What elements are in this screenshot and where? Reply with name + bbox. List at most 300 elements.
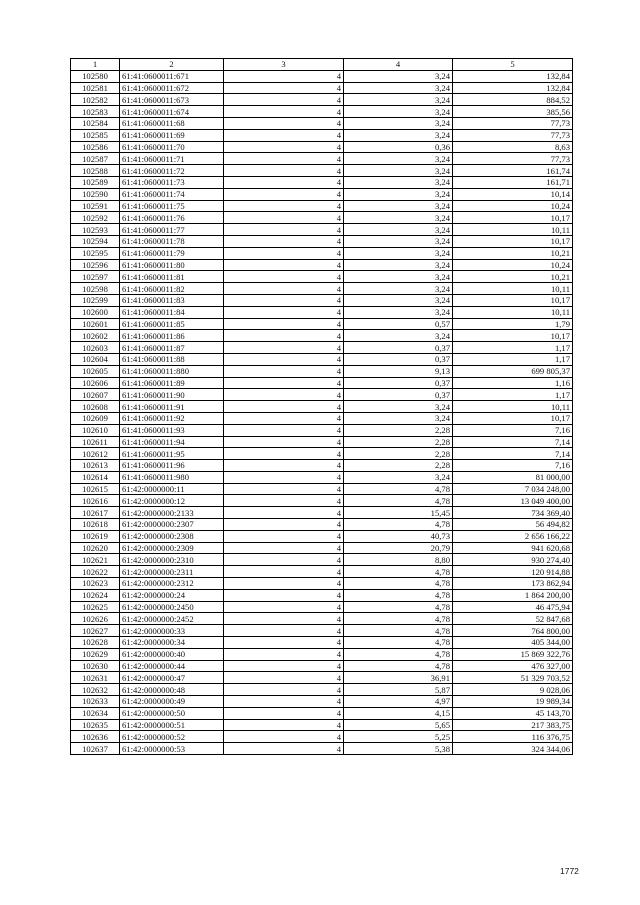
row-number-cell: 102633	[71, 696, 120, 708]
rate-value-cell: 2,28	[344, 436, 453, 448]
amount-value-cell: 132,84	[453, 70, 573, 82]
amount-value-cell: 1 864 200,00	[453, 589, 573, 601]
category-code-cell: 4	[224, 672, 344, 684]
table-row	[71, 684, 573, 696]
category-code-cell: 4	[224, 389, 344, 401]
rate-value-cell: 4,78	[344, 637, 453, 649]
category-code-cell: 4	[224, 460, 344, 472]
row-number-cell: 102620	[71, 542, 120, 554]
rate-value-cell: 3,24	[344, 188, 453, 200]
category-code-cell: 4	[224, 707, 344, 719]
rate-value-cell: 8,80	[344, 554, 453, 566]
cadastral-number-cell: 61:42:0000000:24	[120, 589, 224, 601]
cadastral-number-cell: 61:41:0600011:79	[120, 247, 224, 259]
category-code-cell: 4	[224, 259, 344, 271]
table-row	[71, 200, 573, 212]
rate-value-cell: 3,24	[344, 70, 453, 82]
category-code-cell: 4	[224, 224, 344, 236]
category-code-cell: 4	[224, 530, 344, 542]
cadastral-number-cell: 61:41:0600011:92	[120, 412, 224, 424]
amount-value-cell: 51 329 703,52	[453, 672, 573, 684]
amount-value-cell: 132,84	[453, 82, 573, 94]
table-row	[71, 271, 573, 283]
row-number-cell: 102601	[71, 318, 120, 330]
rate-value-cell: 4,78	[344, 519, 453, 531]
category-code-cell: 4	[224, 82, 344, 94]
table-row	[71, 212, 573, 224]
cadastral-number-cell: 61:41:0600011:73	[120, 176, 224, 188]
category-code-cell: 4	[224, 436, 344, 448]
rate-value-cell: 5,25	[344, 731, 453, 743]
amount-value-cell: 9 028,06	[453, 684, 573, 696]
table-row	[71, 70, 573, 82]
table-row	[71, 224, 573, 236]
rate-value-cell: 4,78	[344, 660, 453, 672]
table-row	[71, 696, 573, 708]
table-row	[71, 353, 573, 365]
category-code-cell: 4	[224, 200, 344, 212]
table-row	[71, 401, 573, 413]
amount-value-cell: 77,73	[453, 117, 573, 129]
amount-value-cell: 13 049 400,00	[453, 495, 573, 507]
table-row	[71, 294, 573, 306]
row-number-cell: 102625	[71, 601, 120, 613]
table-row	[71, 637, 573, 649]
cadastral-number-cell: 61:41:0600011:76	[120, 212, 224, 224]
table-row	[71, 448, 573, 460]
cadastral-number-cell: 61:41:0600011:83	[120, 294, 224, 306]
category-code-cell: 4	[224, 377, 344, 389]
rate-value-cell: 2,28	[344, 460, 453, 472]
cadastral-number-cell: 61:41:0600011:80	[120, 259, 224, 271]
table-row	[71, 625, 573, 637]
cadastral-number-cell: 61:41:0600011:671	[120, 70, 224, 82]
rate-value-cell: 3,24	[344, 259, 453, 271]
category-code-cell: 4	[224, 648, 344, 660]
table-row	[71, 483, 573, 495]
category-code-cell: 4	[224, 424, 344, 436]
category-code-cell: 4	[224, 566, 344, 578]
table-row	[71, 530, 573, 542]
cadastral-number-cell: 61:42:0000000:2307	[120, 519, 224, 531]
rate-value-cell: 3,24	[344, 271, 453, 283]
amount-value-cell: 884,52	[453, 94, 573, 106]
row-number-cell: 102615	[71, 483, 120, 495]
table-row	[71, 259, 573, 271]
amount-value-cell: 324 344,06	[453, 743, 573, 755]
rate-value-cell: 20,79	[344, 542, 453, 554]
rate-value-cell: 9,13	[344, 365, 453, 377]
amount-value-cell: 1,17	[453, 342, 573, 354]
category-code-cell: 4	[224, 613, 344, 625]
cadastral-number-cell: 61:42:0000000:48	[120, 684, 224, 696]
category-code-cell: 4	[224, 589, 344, 601]
cadastral-number-cell: 61:41:0600011:89	[120, 377, 224, 389]
page-number: 1772	[560, 866, 579, 876]
row-number-cell: 102609	[71, 412, 120, 424]
column-header-4: 4	[344, 59, 453, 71]
cadastral-number-cell: 61:42:0000000:44	[120, 660, 224, 672]
category-code-cell: 4	[224, 412, 344, 424]
table-row	[71, 306, 573, 318]
category-code-cell: 4	[224, 448, 344, 460]
row-number-cell: 102635	[71, 719, 120, 731]
category-code-cell: 4	[224, 519, 344, 531]
table-row	[71, 165, 573, 177]
cadastral-number-cell: 61:42:0000000:51	[120, 719, 224, 731]
table-row	[71, 672, 573, 684]
cadastral-number-cell: 61:41:0600011:95	[120, 448, 224, 460]
table-row	[71, 365, 573, 377]
row-number-cell: 102636	[71, 731, 120, 743]
row-number-cell: 102581	[71, 82, 120, 94]
rate-value-cell: 3,24	[344, 283, 453, 295]
amount-value-cell: 10,17	[453, 212, 573, 224]
category-code-cell: 4	[224, 117, 344, 129]
table-row	[71, 589, 573, 601]
cadastral-number-cell: 61:42:0000000:50	[120, 707, 224, 719]
amount-value-cell: 10,21	[453, 271, 573, 283]
amount-value-cell: 7,14	[453, 436, 573, 448]
row-number-cell: 102585	[71, 129, 120, 141]
rate-value-cell: 15,45	[344, 507, 453, 519]
amount-value-cell: 10,11	[453, 306, 573, 318]
cadastral-number-cell: 61:41:0600011:87	[120, 342, 224, 354]
amount-value-cell: 161,74	[453, 165, 573, 177]
category-code-cell: 4	[224, 70, 344, 82]
table-row	[71, 377, 573, 389]
table-row	[71, 660, 573, 672]
table-body	[71, 70, 573, 754]
row-number-cell: 102612	[71, 448, 120, 460]
row-number-cell: 102588	[71, 165, 120, 177]
amount-value-cell: 10,11	[453, 224, 573, 236]
cadastral-number-cell: 61:42:0000000:2452	[120, 613, 224, 625]
row-number-cell: 102632	[71, 684, 120, 696]
amount-value-cell: 77,73	[453, 153, 573, 165]
row-number-cell: 102596	[71, 259, 120, 271]
row-number-cell: 102608	[71, 401, 120, 413]
row-number-cell: 102616	[71, 495, 120, 507]
cadastral-number-cell: 61:41:0600011:90	[120, 389, 224, 401]
amount-value-cell: 405 344,00	[453, 637, 573, 649]
table-header-row	[71, 59, 573, 71]
rate-value-cell: 4,78	[344, 601, 453, 613]
category-code-cell: 4	[224, 495, 344, 507]
amount-value-cell: 7,16	[453, 424, 573, 436]
amount-value-cell: 10,17	[453, 235, 573, 247]
table-row	[71, 707, 573, 719]
cadastral-number-cell: 61:41:0600011:68	[120, 117, 224, 129]
amount-value-cell: 7,16	[453, 460, 573, 472]
category-code-cell: 4	[224, 94, 344, 106]
table-row	[71, 342, 573, 354]
table-row	[71, 554, 573, 566]
rate-value-cell: 2,28	[344, 448, 453, 460]
category-code-cell: 4	[224, 294, 344, 306]
row-number-cell: 102617	[71, 507, 120, 519]
amount-value-cell: 2 656 166,22	[453, 530, 573, 542]
row-number-cell: 102614	[71, 471, 120, 483]
table-row	[71, 507, 573, 519]
row-number-cell: 102627	[71, 625, 120, 637]
cadastral-number-cell: 61:41:0600011:84	[120, 306, 224, 318]
table-row	[71, 460, 573, 472]
row-number-cell: 102589	[71, 176, 120, 188]
amount-value-cell: 1,79	[453, 318, 573, 330]
rate-value-cell: 4,78	[344, 613, 453, 625]
rate-value-cell: 4,78	[344, 578, 453, 590]
cadastral-number-cell: 61:42:0000000:52	[120, 731, 224, 743]
amount-value-cell: 941 620,68	[453, 542, 573, 554]
category-code-cell: 4	[224, 483, 344, 495]
table-row	[71, 731, 573, 743]
row-number-cell: 102586	[71, 141, 120, 153]
rate-value-cell: 3,24	[344, 330, 453, 342]
category-code-cell: 4	[224, 554, 344, 566]
category-code-cell: 4	[224, 719, 344, 731]
category-code-cell: 4	[224, 106, 344, 118]
cadastral-number-cell: 61:41:0600011:70	[120, 141, 224, 153]
rate-value-cell: 3,24	[344, 106, 453, 118]
row-number-cell: 102624	[71, 589, 120, 601]
amount-value-cell: 161,71	[453, 176, 573, 188]
table-row	[71, 495, 573, 507]
category-code-cell: 4	[224, 318, 344, 330]
rate-value-cell: 3,24	[344, 212, 453, 224]
row-number-cell: 102606	[71, 377, 120, 389]
category-code-cell: 4	[224, 176, 344, 188]
rate-value-cell: 4,78	[344, 648, 453, 660]
table-row	[71, 542, 573, 554]
table-row	[71, 330, 573, 342]
category-code-cell: 4	[224, 141, 344, 153]
table-row	[71, 188, 573, 200]
amount-value-cell: 56 494,82	[453, 519, 573, 531]
row-number-cell: 102593	[71, 224, 120, 236]
category-code-cell: 4	[224, 153, 344, 165]
category-code-cell: 4	[224, 247, 344, 259]
column-header-3: 3	[224, 59, 344, 71]
rate-value-cell: 4,78	[344, 483, 453, 495]
category-code-cell: 4	[224, 471, 344, 483]
rate-value-cell: 3,24	[344, 306, 453, 318]
cadastral-number-cell: 61:42:0000000:49	[120, 696, 224, 708]
table-row	[71, 412, 573, 424]
table-row	[71, 106, 573, 118]
row-number-cell: 102591	[71, 200, 120, 212]
category-code-cell: 4	[224, 660, 344, 672]
rate-value-cell: 3,24	[344, 235, 453, 247]
amount-value-cell: 46 475,94	[453, 601, 573, 613]
row-number-cell: 102587	[71, 153, 120, 165]
category-code-cell: 4	[224, 235, 344, 247]
row-number-cell: 102607	[71, 389, 120, 401]
row-number-cell: 102598	[71, 283, 120, 295]
row-number-cell: 102611	[71, 436, 120, 448]
cadastral-number-cell: 61:42:0000000:53	[120, 743, 224, 755]
rate-value-cell: 36,91	[344, 672, 453, 684]
amount-value-cell: 10,24	[453, 259, 573, 271]
cadastral-number-cell: 61:42:0000000:11	[120, 483, 224, 495]
cadastral-number-cell: 61:42:0000000:33	[120, 625, 224, 637]
table-row	[71, 129, 573, 141]
rate-value-cell: 0,37	[344, 377, 453, 389]
table-row	[71, 389, 573, 401]
table-row	[71, 235, 573, 247]
rate-value-cell: 40,73	[344, 530, 453, 542]
category-code-cell: 4	[224, 330, 344, 342]
table-row	[71, 719, 573, 731]
amount-value-cell: 930 274,40	[453, 554, 573, 566]
cadastral-number-cell: 61:42:0000000:2312	[120, 578, 224, 590]
rate-value-cell: 4,78	[344, 625, 453, 637]
amount-value-cell: 45 143,70	[453, 707, 573, 719]
rate-value-cell: 3,24	[344, 153, 453, 165]
rate-value-cell: 0,57	[344, 318, 453, 330]
row-number-cell: 102623	[71, 578, 120, 590]
cadastral-number-cell: 61:41:0600011:86	[120, 330, 224, 342]
row-number-cell: 102590	[71, 188, 120, 200]
cadastral-number-cell: 61:42:0000000:2308	[120, 530, 224, 542]
category-code-cell: 4	[224, 684, 344, 696]
amount-value-cell: 10,21	[453, 247, 573, 259]
category-code-cell: 4	[224, 165, 344, 177]
rate-value-cell: 5,38	[344, 743, 453, 755]
amount-value-cell: 699 805,37	[453, 365, 573, 377]
cadastral-number-cell: 61:41:0600011:72	[120, 165, 224, 177]
registry-table	[70, 58, 573, 755]
amount-value-cell: 1,17	[453, 389, 573, 401]
rate-value-cell: 3,24	[344, 200, 453, 212]
cadastral-number-cell: 61:41:0600011:674	[120, 106, 224, 118]
amount-value-cell: 10,24	[453, 200, 573, 212]
table-row	[71, 648, 573, 660]
rate-value-cell: 3,24	[344, 401, 453, 413]
cadastral-number-cell: 61:42:0000000:2133	[120, 507, 224, 519]
rate-value-cell: 0,37	[344, 342, 453, 354]
table-row	[71, 318, 573, 330]
category-code-cell: 4	[224, 507, 344, 519]
rate-value-cell: 3,24	[344, 294, 453, 306]
category-code-cell: 4	[224, 283, 344, 295]
rate-value-cell: 3,24	[344, 82, 453, 94]
amount-value-cell: 77,73	[453, 129, 573, 141]
amount-value-cell: 52 847,68	[453, 613, 573, 625]
amount-value-cell: 15 869 322,76	[453, 648, 573, 660]
row-number-cell: 102582	[71, 94, 120, 106]
cadastral-number-cell: 61:41:0600011:74	[120, 188, 224, 200]
row-number-cell: 102597	[71, 271, 120, 283]
amount-value-cell: 1,16	[453, 377, 573, 389]
column-header-2: 2	[120, 59, 224, 71]
row-number-cell: 102584	[71, 117, 120, 129]
cadastral-number-cell: 61:42:0000000:40	[120, 648, 224, 660]
row-number-cell: 102610	[71, 424, 120, 436]
row-number-cell: 102605	[71, 365, 120, 377]
amount-value-cell: 8,63	[453, 141, 573, 153]
row-number-cell: 102637	[71, 743, 120, 755]
amount-value-cell: 1,17	[453, 353, 573, 365]
rate-value-cell: 5,87	[344, 684, 453, 696]
amount-value-cell: 10,17	[453, 412, 573, 424]
table-row	[71, 471, 573, 483]
rate-value-cell: 4,78	[344, 566, 453, 578]
category-code-cell: 4	[224, 353, 344, 365]
row-number-cell: 102628	[71, 637, 120, 649]
rate-value-cell: 5,65	[344, 719, 453, 731]
cadastral-number-cell: 61:42:0000000:2450	[120, 601, 224, 613]
cadastral-number-cell: 61:41:0600011:69	[120, 129, 224, 141]
rate-value-cell: 0,37	[344, 389, 453, 401]
cadastral-number-cell: 61:41:0600011:673	[120, 94, 224, 106]
cadastral-number-cell: 61:41:0600011:94	[120, 436, 224, 448]
cadastral-number-cell: 61:41:0600011:980	[120, 471, 224, 483]
cadastral-number-cell: 61:41:0600011:81	[120, 271, 224, 283]
cadastral-number-cell: 61:41:0600011:82	[120, 283, 224, 295]
row-number-cell: 102631	[71, 672, 120, 684]
amount-value-cell: 173 862,94	[453, 578, 573, 590]
table-row	[71, 424, 573, 436]
rate-value-cell: 3,24	[344, 247, 453, 259]
row-number-cell: 102630	[71, 660, 120, 672]
column-header-5: 5	[453, 59, 573, 71]
cadastral-number-cell: 61:41:0600011:880	[120, 365, 224, 377]
rate-value-cell: 4,15	[344, 707, 453, 719]
table-row	[71, 519, 573, 531]
cadastral-number-cell: 61:41:0600011:96	[120, 460, 224, 472]
cadastral-number-cell: 61:42:0000000:2309	[120, 542, 224, 554]
rate-value-cell: 2,28	[344, 424, 453, 436]
amount-value-cell: 81 000,00	[453, 471, 573, 483]
amount-value-cell: 116 376,75	[453, 731, 573, 743]
category-code-cell: 4	[224, 601, 344, 613]
cadastral-number-cell: 61:41:0600011:91	[120, 401, 224, 413]
table-row	[71, 743, 573, 755]
category-code-cell: 4	[224, 212, 344, 224]
table-row	[71, 94, 573, 106]
category-code-cell: 4	[224, 637, 344, 649]
rate-value-cell: 3,24	[344, 129, 453, 141]
category-code-cell: 4	[224, 743, 344, 755]
rate-value-cell: 3,24	[344, 412, 453, 424]
amount-value-cell: 217 383,75	[453, 719, 573, 731]
cadastral-number-cell: 61:41:0600011:93	[120, 424, 224, 436]
rate-value-cell: 3,24	[344, 224, 453, 236]
category-code-cell: 4	[224, 542, 344, 554]
category-code-cell: 4	[224, 401, 344, 413]
row-number-cell: 102600	[71, 306, 120, 318]
row-number-cell: 102580	[71, 70, 120, 82]
rate-value-cell: 0,36	[344, 141, 453, 153]
row-number-cell: 102595	[71, 247, 120, 259]
table-row	[71, 247, 573, 259]
cadastral-number-cell: 61:41:0600011:78	[120, 235, 224, 247]
amount-value-cell: 10,14	[453, 188, 573, 200]
row-number-cell: 102599	[71, 294, 120, 306]
rate-value-cell: 4,78	[344, 589, 453, 601]
amount-value-cell: 476 327,00	[453, 660, 573, 672]
row-number-cell: 102618	[71, 519, 120, 531]
table-row	[71, 141, 573, 153]
table-row	[71, 601, 573, 613]
category-code-cell: 4	[224, 342, 344, 354]
amount-value-cell: 10,11	[453, 283, 573, 295]
table-row	[71, 613, 573, 625]
cadastral-number-cell: 61:42:0000000:34	[120, 637, 224, 649]
category-code-cell: 4	[224, 188, 344, 200]
amount-value-cell: 10,17	[453, 330, 573, 342]
